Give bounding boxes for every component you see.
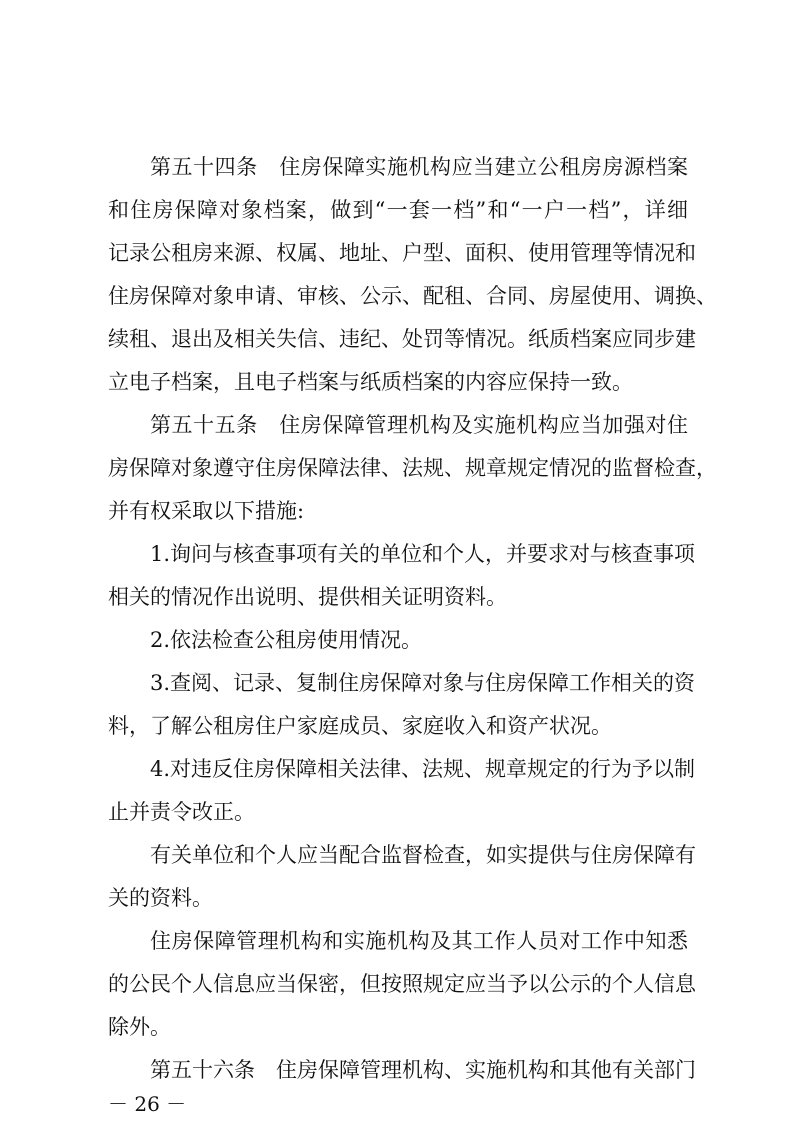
article-55-line-1: 第五十五条 住房保障管理机构及实施机构应当加强对住 [150,413,688,437]
measure-1-line-1: 1.询问与核查事项有关的单位和个人，并要求对与核查事项 [150,542,696,566]
privacy-line-2: 的公民个人信息应当保密，但按照规定应当予以公示的个人信息 [108,972,696,996]
article-54-line-6: 立电子档案，且电子档案与纸质档案的内容应保持一致。 [108,370,633,394]
privacy-line-3: 除外。 [108,1015,171,1039]
cooperation-line-1: 有关单位和个人应当配合监督检查，如实提供与住房保障有 [150,843,696,867]
article-55-line-2: 房保障对象遵守住房保障法律、法规、规章规定情况的监督检查， [108,456,717,480]
article-54-line-1: 第五十四条 住房保障实施机构应当建立公租房房源档案 [150,155,688,179]
cooperation-line-2: 关的资料。 [108,886,213,910]
measure-3-line-2: 料，了解公租房住户家庭成员、家庭收入和资产状况。 [108,714,612,738]
measure-4-line-1: 4.对违反住房保障相关法律、法规、规章规定的行为予以制 [150,757,696,781]
article-54-line-2: 和住房保障对象档案，做到“一套一档”和“一户一档”，详细 [108,198,688,222]
page-number: － 26 － [108,1092,187,1116]
measure-3-line-1: 3.查阅、记录、复制住房保障对象与住房保障工作相关的资 [150,671,696,695]
article-55-line-3: 并有权采取以下措施: [108,499,305,523]
article-54-line-3: 记录公租房来源、权属、地址、户型、面积、使用管理等情况和 [108,241,696,265]
measure-1-line-2: 相关的情况作出说明、提供相关证明资料。 [108,585,507,609]
privacy-line-1: 住房保障管理机构和实施机构及其工作人员对工作中知悉 [150,929,688,953]
article-56-line-1: 第五十六条 住房保障管理机构、实施机构和其他有关部门 [150,1058,696,1082]
measure-2-line: 2.依法检查公租房使用情况。 [150,628,423,652]
measure-4-line-2: 止并责令改正。 [108,800,255,824]
article-54-line-5: 续租、退出及相关失信、违纪、处罚等情况。纸质档案应同步建 [108,327,696,351]
article-54-line-4: 住房保障对象申请、审核、公示、配租、合同、房屋使用、调换、 [108,284,717,308]
